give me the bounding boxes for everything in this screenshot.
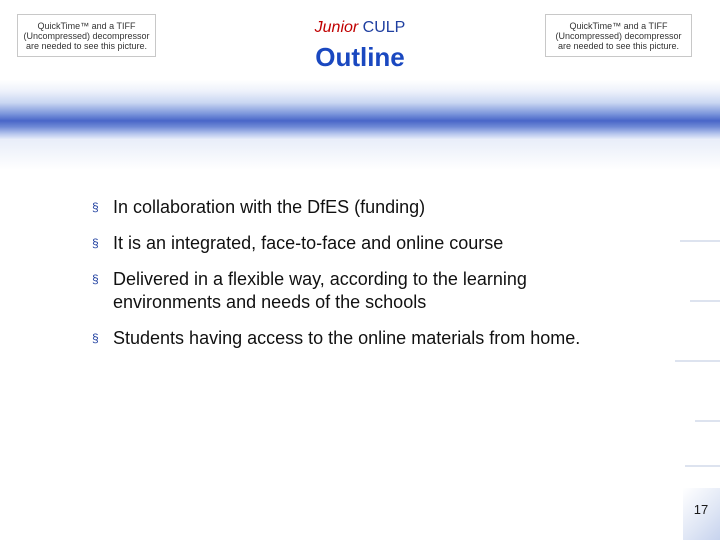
program-name-rest: CULP <box>358 19 406 36</box>
program-name <box>230 18 490 38</box>
bullet-text: In collaboration with the DfES (funding) <box>113 197 426 217</box>
bullet-text: It is an integrated, face-to-face and online course <box>113 233 504 253</box>
page-number: 17 <box>693 502 709 517</box>
program-name-italic: Junior <box>314 19 359 36</box>
decorative-stripe <box>685 465 720 467</box>
decorative-stripe <box>690 300 720 302</box>
quicktime-placeholder-image-left <box>17 14 156 57</box>
bullet-text: Delivered in a flexible way, according to the learning environments and needs of the schools <box>113 269 527 312</box>
bullet-marker-icon: § <box>92 272 99 286</box>
bullet-marker-icon: § <box>92 236 99 250</box>
bullet-item <box>92 196 692 219</box>
slide-title: Outline <box>315 42 405 72</box>
bullet-item <box>92 268 583 314</box>
bullet-item <box>92 327 692 350</box>
bullet-item <box>92 232 692 255</box>
quicktime-placeholder-image-right <box>545 14 692 57</box>
placeholder-text-left: QuickTime™ and a TIFF (Uncompressed) decompressor are needed to see this picture. <box>23 20 150 51</box>
bullet-list <box>92 196 692 363</box>
decorative-stripe <box>695 420 720 422</box>
bullet-text: Students having access to the online materials from home. <box>113 328 581 348</box>
bullet-marker-icon: § <box>92 200 99 214</box>
placeholder-text-right: QuickTime™ and a TIFF (Uncompressed) decompressor are needed to see this picture. <box>555 20 682 51</box>
header-band-shadow <box>0 140 720 170</box>
bullet-marker-icon: § <box>92 331 99 345</box>
title-block <box>230 18 490 74</box>
header-band <box>0 80 720 140</box>
